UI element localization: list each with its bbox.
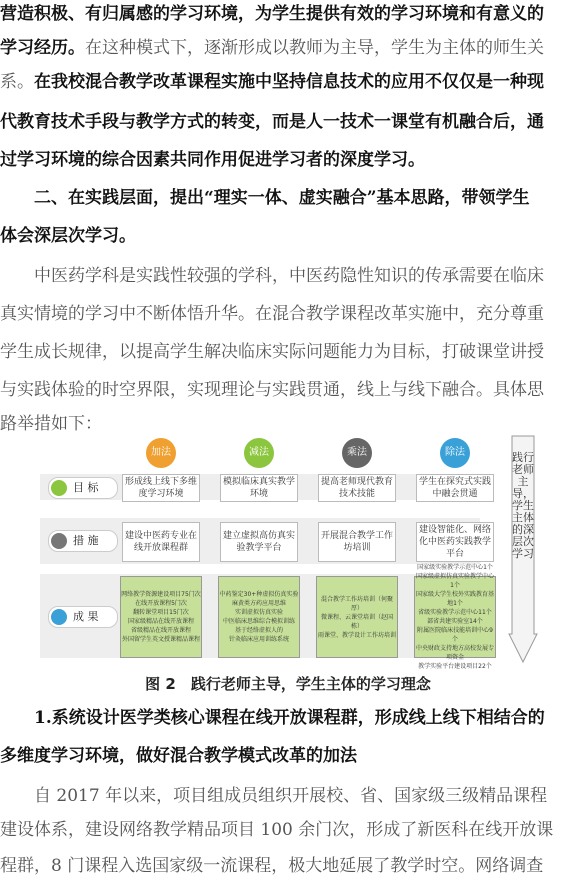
- goal-box-1: 形成线上线下多维度学习环境: [122, 474, 200, 502]
- result-line: 麻黄类方药应用思维: [231, 600, 286, 607]
- goal-box-3: 提高老师现代教育技术技能: [318, 474, 396, 502]
- result-line: 附属医院临床技能培训中心9个: [417, 627, 493, 643]
- para1-line4: 代教育技术手段与教学方式的转变，而是人一技术一课堂有机融合后，通: [0, 112, 544, 132]
- para2-line3: 学生成长规律，以提高学生解决临床实际问题能力为目标，打破课堂讲授: [0, 342, 544, 362]
- measure-box-4: 建设智能化、网络化中医药实践教学平台: [416, 522, 494, 562]
- row-label-result: [48, 606, 118, 628]
- heading3-line1: 1.系统设计医学类核心课程在线开放课程群，形成线上线下相结合的: [34, 708, 545, 728]
- result-line: 教学实验平台建设项目22个: [418, 663, 492, 670]
- tools-icon: [51, 533, 67, 549]
- vertical-text: 践行老师主导，学生主体的深层次学习: [512, 451, 534, 560]
- result-line: 实训虚拟仿真实验: [234, 609, 283, 616]
- row-label-result-text: 成 果: [73, 610, 99, 623]
- para1-line5: 过学习环境的综合因素共同作用促进学习者的深度学习。: [0, 150, 425, 170]
- para1-line2: [0, 30, 576, 66]
- para1-line3-first: 系。: [0, 72, 34, 92]
- result-line: 部省共建实验室14个: [427, 618, 483, 625]
- result-line: 省级实验教学示范中心11个: [418, 609, 492, 616]
- result-box-3: [316, 576, 398, 658]
- measure-box-1: 建设中医药专业在线开放课程群: [122, 522, 200, 562]
- para3-line3: 程群，8 门课程入选国家级一流课程，极大地延展了教学时空。网络调查: [0, 856, 544, 876]
- result-box-4: [414, 564, 496, 670]
- result-line: 国家级虚拟仿真实验教学中心1个: [415, 573, 494, 589]
- figure-caption: 图 2 践行老师主导，学生主体的学习理念: [145, 675, 431, 693]
- goal-box-2: 模拟临床真实教学环境: [220, 474, 298, 502]
- op-multiplication: 乘法: [342, 438, 372, 468]
- para2-line1: 中医药学科是实践性较强的学科，中医药隐性知识的传承需要在临床: [34, 266, 544, 286]
- figure-practice-diagram: [40, 434, 540, 670]
- result-box-2: [218, 576, 300, 658]
- result-line: 翻转课堂项目15门次: [133, 609, 189, 616]
- result-box-1: [120, 576, 202, 658]
- result-line: 在线开放课程5门次: [135, 600, 187, 607]
- result-line: 中药鉴定30+种虚拟仿真实验: [219, 591, 299, 598]
- measure-box-3: 开展混合教学工作坊培训: [318, 522, 396, 562]
- row-label-goal-text: 目 标: [73, 481, 99, 494]
- op-division: 除法: [440, 438, 470, 468]
- para2-line5: 路举措如下：: [0, 414, 102, 434]
- result-line: 基于经络虚拟人的: [234, 627, 283, 634]
- heading2-line2: 体会深层次学习。: [0, 226, 136, 246]
- para1-line2-rest: 在这种模式下，逐渐形成以教师为主导，学生为主体的师生关: [85, 38, 544, 58]
- para1-line1: 营造积极、有归属感的学习环境，为学生提供有效的学习环境和有意义的: [0, 4, 544, 24]
- row-label-measure: [48, 530, 118, 552]
- result-line: 雨课堂、教学设计工作坊培训: [317, 631, 396, 639]
- award-icon: [51, 609, 67, 625]
- op-subtraction: 减法: [244, 438, 274, 468]
- goal-box-4: 学生在探究式实践中融会贯通: [416, 474, 494, 502]
- result-line: 国家级大学生校外实践教育基地1个: [415, 591, 494, 607]
- para2-line4: 与实践体验的时空界限，实现理论与实践贯通，线上与线下融合。具体思: [0, 380, 544, 400]
- row-label-goal: [48, 477, 118, 499]
- row-label-measure-text: 措 施: [73, 534, 99, 547]
- measure-box-2: 建立虚拟高仿真实验教学平台: [220, 522, 298, 562]
- para1-line3-bold: 在我校混合教学改革课程实施中坚持信息技术的应用不仅仅是一种现: [34, 72, 544, 92]
- para3-line2: 建设体系，建设网络教学精品项目 100 余门次，形成了新医科在线开放课: [0, 820, 554, 840]
- heading2-line1: 二、在实践层面，提出“理实一体、虚实融合”基本思路，带领学生: [34, 188, 530, 208]
- target-icon: [51, 480, 67, 496]
- result-line: 国家级精品在线开放课程: [127, 618, 194, 625]
- result-line: 中医临床思维综合模拟训练: [222, 618, 295, 625]
- vertical-arrow-banner: [508, 434, 538, 666]
- result-line: 省级精品在线开放课程: [130, 627, 191, 634]
- result-line: 外国留学生英文授课精品课程: [121, 636, 200, 643]
- para1-line3: [0, 64, 576, 100]
- para2-line2: 真实情境的学习中不断体悟升华。在混合教学课程改革实施中，充分尊重: [0, 304, 544, 324]
- result-line: 针灸临床应用训练系统: [228, 636, 289, 643]
- result-line: 微课程、云课堂培训（赵国栋）: [320, 613, 393, 630]
- para3-line1: 自 2017 年以来，项目组成员组织开展校、省、国家级三级精品课程: [34, 786, 548, 806]
- result-line: 混合教学工作坊培训（何聚厚）: [320, 595, 393, 612]
- heading3-line2: 多维度学习环境，做好混合教学模式改革的加法: [0, 746, 357, 766]
- result-line: 中央财政支持地方高校发展专项资金: [415, 645, 494, 661]
- result-line: 国家级实验教学示范中心1个: [417, 564, 493, 571]
- para1-line2-bold: 学习经历。: [0, 38, 85, 58]
- op-addition: 加法: [146, 438, 176, 468]
- result-line: 网络教学资源建设项目75门次: [121, 591, 201, 598]
